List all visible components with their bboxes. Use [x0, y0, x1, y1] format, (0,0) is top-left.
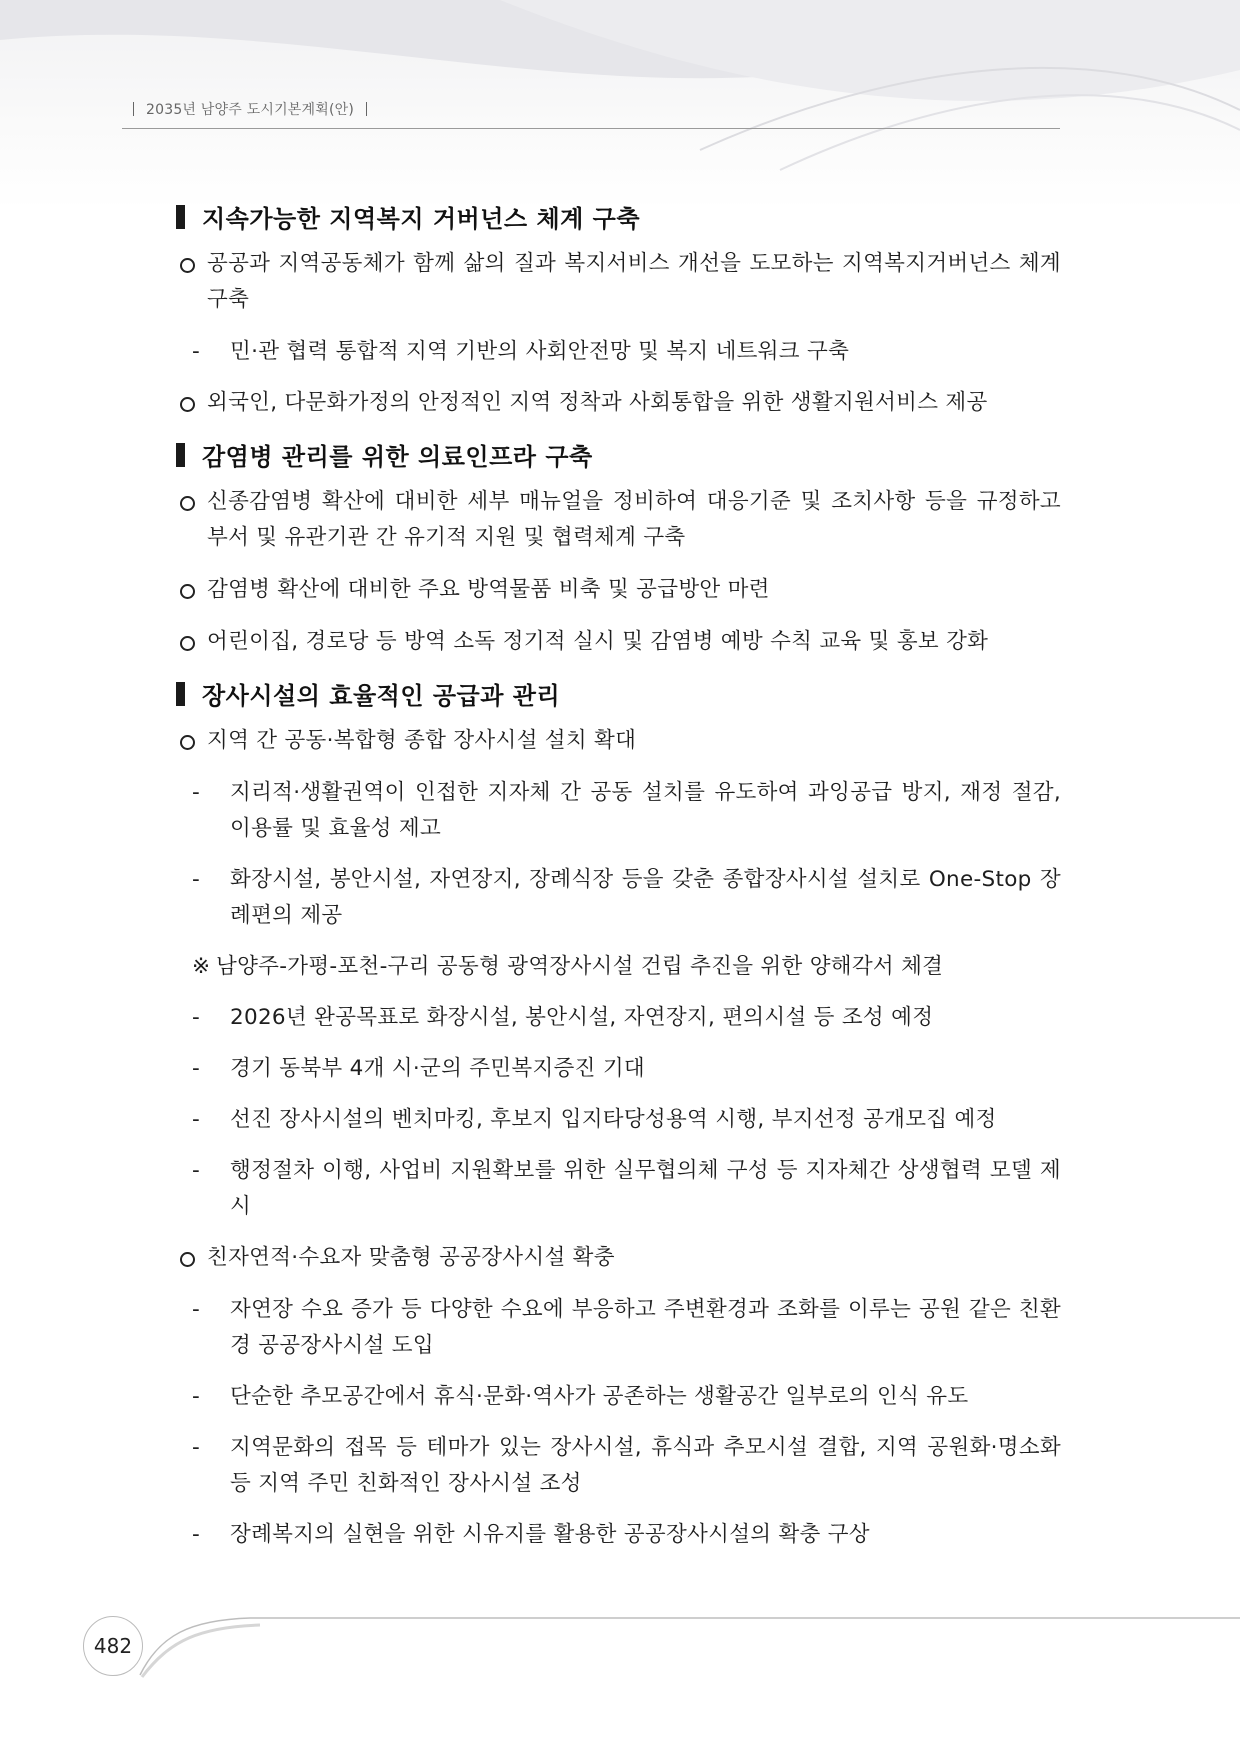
bullet-item [176, 624, 1061, 660]
dash-mark: - [192, 1158, 201, 1183]
note-item [192, 949, 1061, 985]
running-title: 2035년 남양주 도시기본계획(안) [146, 102, 355, 118]
bullet-item [176, 385, 1061, 421]
dash-mark: - [192, 339, 201, 364]
heading-square-icon [176, 205, 185, 229]
dash-text: 민·관 협력 통합적 지역 기반의 사회안전망 및 복지 네트워크 구축 [230, 339, 850, 364]
dash-item [192, 1517, 1061, 1553]
dash-text: 경기 동북부 4개 시·군의 주민복지증진 기대 [230, 1056, 645, 1081]
dash-text: 2026년 완공목표로 화장시설, 봉안시설, 자연장지, 편의시설 등 조성 예정 [230, 1005, 934, 1030]
dash-item [192, 862, 1061, 934]
header-bar-left [133, 102, 134, 116]
header-bar-right [366, 102, 367, 116]
dash-item [192, 334, 1061, 370]
dash-mark: - [192, 1107, 201, 1132]
footer-swoosh [80, 1605, 1240, 1685]
circle-bullet-icon [180, 636, 195, 651]
section-heading [176, 437, 1061, 472]
dash-item [192, 1430, 1061, 1502]
header-rule [122, 128, 1060, 129]
bullet-text: 어린이집, 경로당 등 방역 소독 정기적 실시 및 감염병 예방 수칙 교육 및 홍보 강화 [207, 629, 989, 654]
heading-square-icon [176, 443, 185, 467]
bullet-item [176, 484, 1061, 556]
dash-text: 선진 장사시설의 벤치마킹, 후보지 입지타당성용역 시행, 부지선정 공개모집 예정 [230, 1107, 997, 1132]
dash-mark: - [192, 867, 201, 892]
document-body [176, 185, 1061, 1568]
dash-mark: - [192, 1005, 201, 1030]
note-mark: ※ [192, 954, 211, 979]
circle-bullet-icon [180, 258, 195, 273]
circle-bullet-icon [180, 735, 195, 750]
dash-text: 자연장 수요 증가 등 다양한 수요에 부응하고 주변환경과 조화를 이루는 공원 같은 친환경 공공장사시설 도입 [230, 1297, 1061, 1358]
dash-text: 장례복지의 실현을 위한 시유지를 활용한 공공장사시설의 확충 구상 [230, 1522, 870, 1547]
dash-item [192, 775, 1061, 847]
dash-mark: - [192, 1522, 201, 1547]
bullet-text: 신종감염병 확산에 대비한 세부 매뉴얼을 정비하여 대응기준 및 조치사항 등을 규정하고 부서 및 유관기관 간 유기적 지원 및 협력체계 구축 [207, 489, 1061, 550]
bullet-item [176, 723, 1061, 759]
dash-text: 화장시설, 봉안시설, 자연장지, 장례식장 등을 갖춘 종합장사시설 설치로 One-Stop 장례편의 제공 [230, 867, 1061, 928]
dash-item [192, 1051, 1061, 1087]
note-text: 남양주-가평-포천-구리 공동형 광역장사시설 건립 추진을 위한 양해각서 체결 [216, 954, 944, 979]
section-heading-text: 감염병 관리를 위한 의료인프라 구축 [202, 443, 593, 471]
circle-bullet-icon [180, 584, 195, 599]
circle-bullet-icon [180, 496, 195, 511]
bullet-item [176, 246, 1061, 318]
dash-text: 단순한 추모공간에서 휴식·문화·역사가 공존하는 생활공간 일부로의 인식 유도 [230, 1384, 969, 1409]
bullet-text: 친자연적·수요자 맞춤형 공공장사시설 확충 [207, 1245, 615, 1270]
bullet-item [176, 572, 1061, 608]
circle-bullet-icon [180, 1252, 195, 1267]
dash-mark: - [192, 1297, 201, 1322]
page-number-text: 482 [93, 1634, 133, 1658]
dash-mark: - [192, 780, 201, 805]
dash-item [192, 1102, 1061, 1138]
circle-bullet-icon [180, 397, 195, 412]
bullet-item [176, 1240, 1061, 1276]
dash-mark: - [192, 1435, 201, 1460]
heading-square-icon [176, 682, 185, 706]
dash-text: 행정절차 이행, 사업비 지원확보를 위한 실무협의체 구성 등 지자체간 상생협력 모델 제시 [230, 1158, 1061, 1219]
dash-text: 지역문화의 접목 등 테마가 있는 장사시설, 휴식과 추모시설 결합, 지역 공원화·명소화 등 지역 주민 친화적인 장사시설 조성 [230, 1435, 1061, 1496]
dash-item [192, 1153, 1061, 1225]
section-heading-text: 지속가능한 지역복지 거버넌스 체계 구축 [202, 205, 641, 233]
section-heading [176, 676, 1061, 711]
dash-item [192, 1292, 1061, 1364]
bullet-text: 공공과 지역공동체가 함께 삶의 질과 복지서비스 개선을 도모하는 지역복지거버넌스 체계 구축 [207, 251, 1061, 312]
section-heading [176, 199, 1061, 234]
dash-item [192, 1000, 1061, 1036]
running-header [133, 99, 367, 119]
section-heading-text: 장사시설의 효율적인 공급과 관리 [202, 682, 561, 710]
dash-mark: - [192, 1056, 201, 1081]
page-number [83, 1616, 143, 1676]
dash-item [192, 1379, 1061, 1415]
bullet-text: 감염병 확산에 대비한 주요 방역물품 비축 및 공급방안 마련 [207, 577, 770, 602]
dash-text: 지리적·생활권역이 인접한 지자체 간 공동 설치를 유도하여 과잉공급 방지, 재정 절감, 이용률 및 효율성 제고 [230, 780, 1061, 841]
bullet-text: 외국인, 다문화가정의 안정적인 지역 정착과 사회통합을 위한 생활지원서비스 제공 [207, 390, 988, 415]
dash-mark: - [192, 1384, 201, 1409]
bullet-text: 지역 간 공동·복합형 종합 장사시설 설치 확대 [207, 728, 637, 753]
